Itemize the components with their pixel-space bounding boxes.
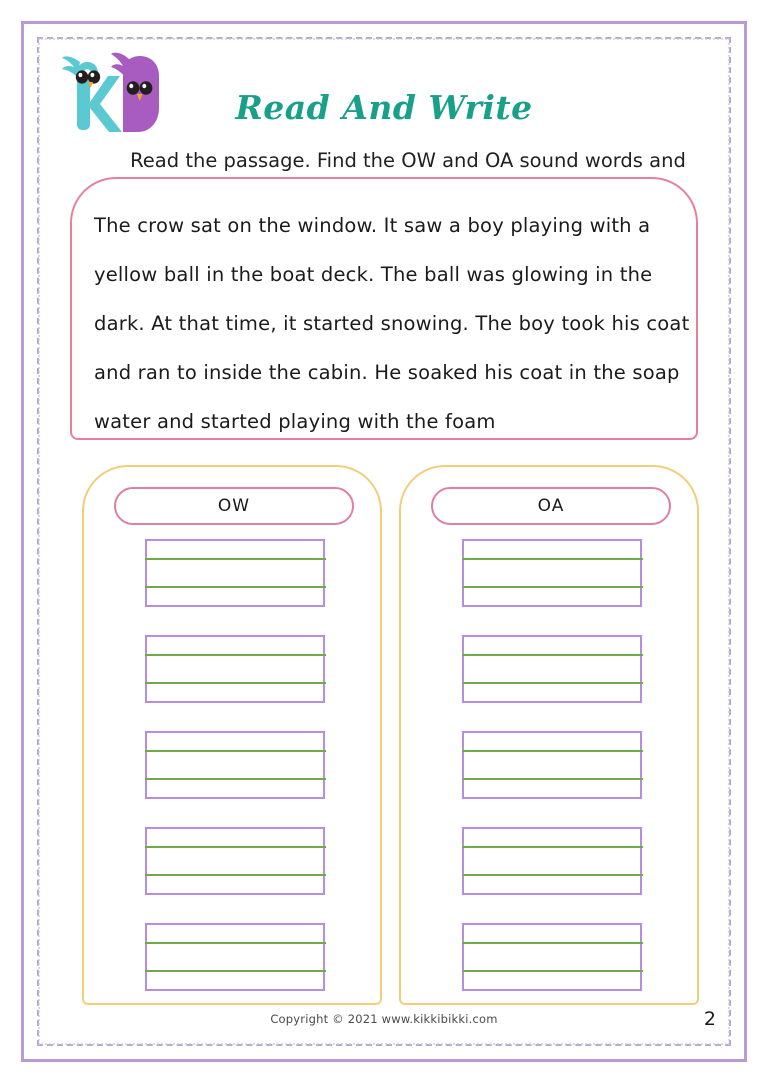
passage-box	[70, 177, 698, 440]
write-line-box[interactable]	[145, 923, 325, 991]
handwriting-guide	[145, 558, 326, 588]
write-line-box[interactable]	[462, 827, 642, 895]
answer-column-ow	[82, 465, 382, 1005]
write-line-box[interactable]	[462, 635, 642, 703]
passage-line: dark. At that time, it started snowing. The boy took his coat	[94, 312, 690, 335]
answer-lines-oa	[462, 539, 642, 1019]
handwriting-guide	[462, 654, 643, 684]
answer-lines-ow	[145, 539, 325, 1019]
column-header-ow: OW	[114, 487, 354, 525]
write-line-box[interactable]	[145, 731, 325, 799]
write-line-box[interactable]	[145, 827, 325, 895]
page-header	[48, 42, 720, 172]
handwriting-guide	[145, 942, 326, 972]
write-line-box[interactable]	[462, 923, 642, 991]
passage-line: yellow ball in the boat deck. The ball was glowing in the	[94, 263, 653, 286]
footer-copyright: Copyright © 2021 www.kikkibikki.com	[270, 1012, 498, 1026]
write-line-box[interactable]	[145, 635, 325, 703]
passage-line: and ran to inside the cabin. He soaked his coat in the soap	[94, 361, 680, 384]
passage-line: The crow sat on the window. It saw a boy playing with a	[94, 214, 651, 237]
write-line-box[interactable]	[462, 731, 642, 799]
handwriting-guide	[145, 846, 326, 876]
handwriting-guide	[462, 558, 643, 588]
write-line-box[interactable]	[145, 539, 325, 607]
answer-column-oa	[399, 465, 699, 1005]
instructions-line-1: Read the passage. Find the OW and OA sound words and	[130, 149, 686, 172]
write-line-box[interactable]	[462, 539, 642, 607]
column-header-oa: OA	[431, 487, 671, 525]
page-number: 2	[703, 1008, 716, 1030]
handwriting-guide	[145, 750, 326, 780]
handwriting-guide	[145, 654, 326, 684]
passage-line: water and started playing with the foam	[94, 410, 496, 433]
page-title: Read And Write	[235, 88, 533, 127]
passage-text	[94, 201, 690, 446]
handwriting-guide	[462, 846, 643, 876]
handwriting-guide	[462, 750, 643, 780]
handwriting-guide	[462, 942, 643, 972]
